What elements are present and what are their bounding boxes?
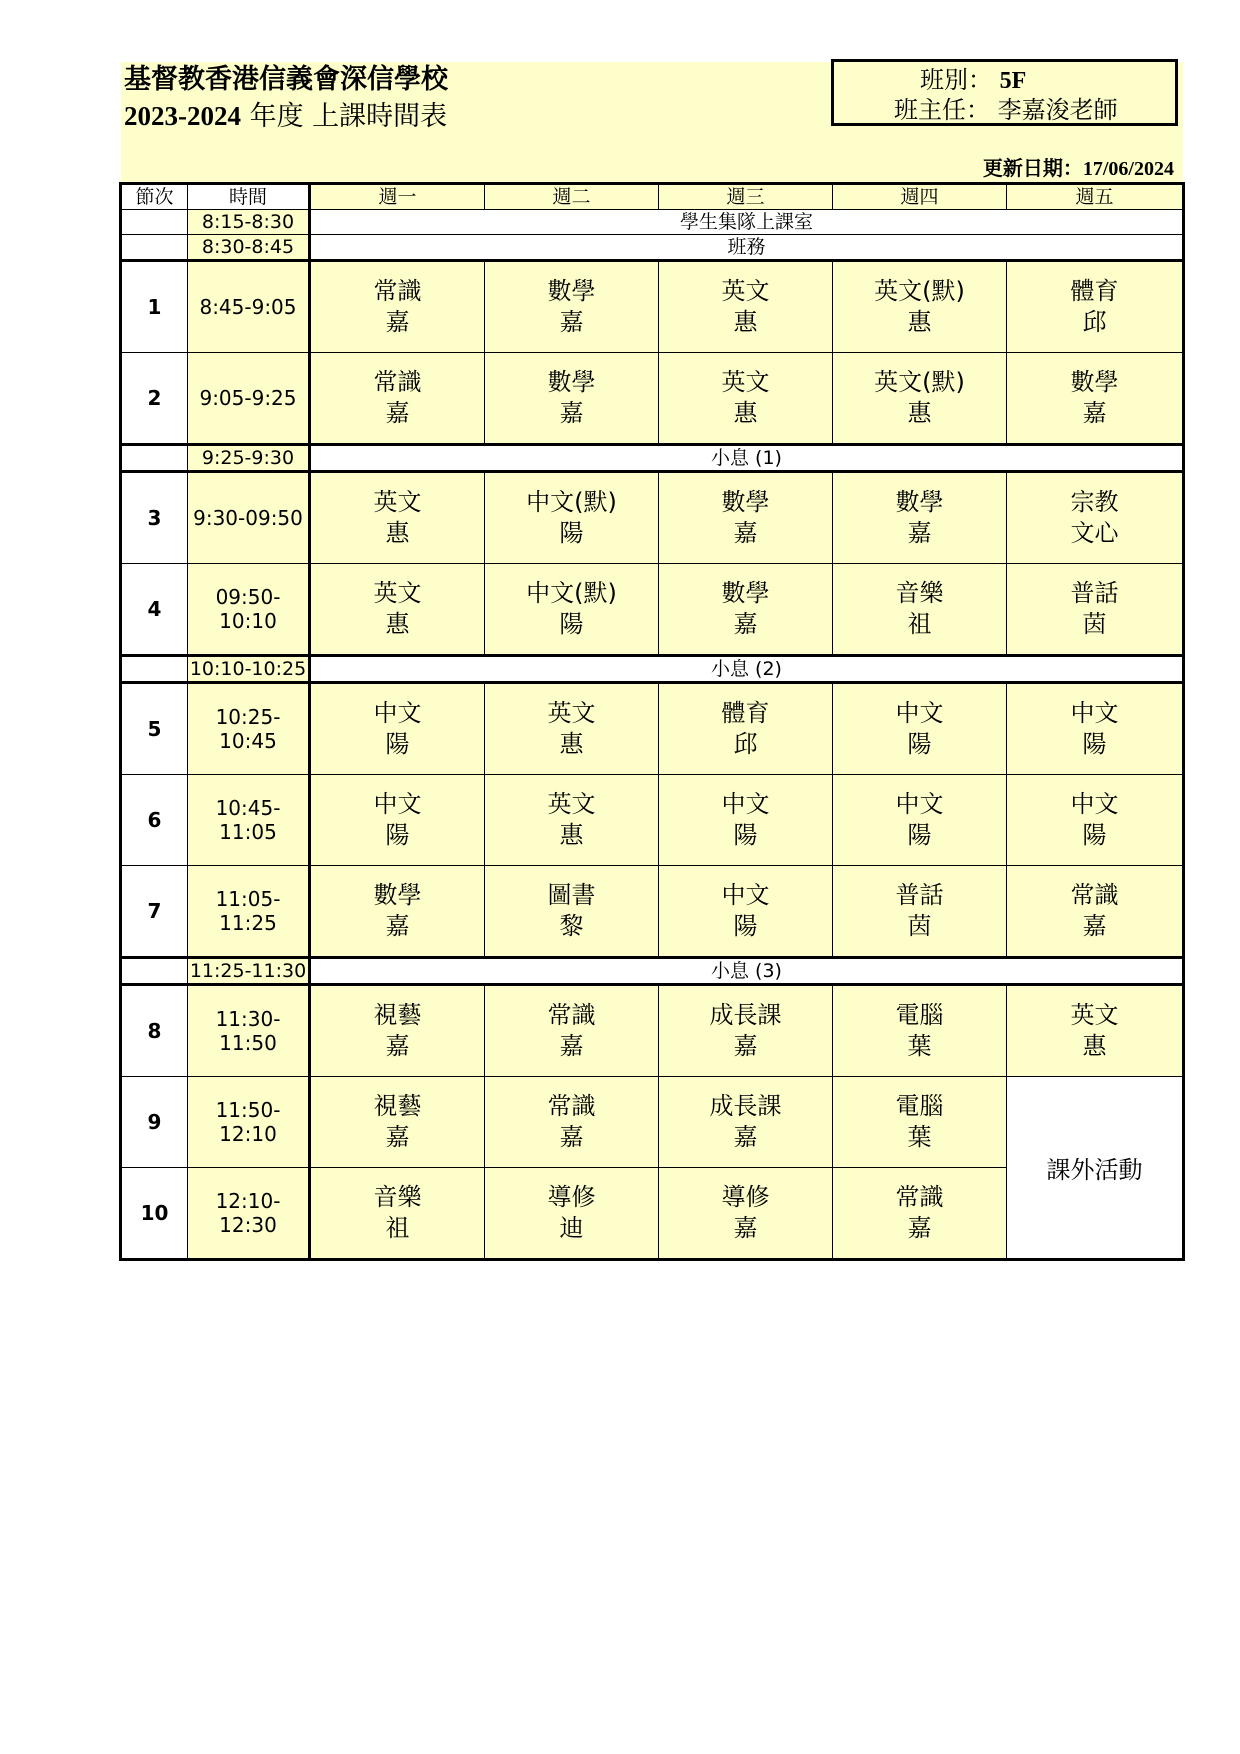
lesson-cell xyxy=(310,985,485,1077)
lesson-cell xyxy=(659,353,833,445)
teacher: 陽 xyxy=(559,610,584,638)
teacher: 陽 xyxy=(907,821,932,849)
teacher: 陽 xyxy=(559,519,584,547)
teacher: 嘉 xyxy=(733,610,758,638)
lesson-cell xyxy=(310,683,485,775)
column-header: 週四 xyxy=(833,184,1007,210)
time-slot: 9:30-09:50 xyxy=(188,472,310,564)
lesson-cell xyxy=(310,472,485,564)
assembly-row-label: 學生集隊上課室 xyxy=(310,210,1184,235)
lesson-cell xyxy=(485,353,659,445)
period-row xyxy=(121,353,1184,445)
subject: 中文(默) xyxy=(526,579,617,607)
period-row xyxy=(121,985,1184,1077)
time-slot: 9:25-9:30 xyxy=(188,445,310,472)
time-slot: 10:10-10:25 xyxy=(188,656,310,683)
period-number: 1 xyxy=(121,261,188,353)
lesson-cell xyxy=(833,1168,1007,1260)
lesson-cell xyxy=(659,775,833,866)
teacher: 惠 xyxy=(907,308,932,336)
lesson-cell xyxy=(659,261,833,353)
subject: 數學 xyxy=(1070,368,1119,396)
time-slot: 10:45-11:05 xyxy=(188,775,310,866)
class-info-box xyxy=(831,59,1178,126)
subject: 圖書 xyxy=(547,881,596,909)
teacher: 黎 xyxy=(559,912,584,940)
period-number: 9 xyxy=(121,1077,188,1168)
period-row xyxy=(121,775,1184,866)
teacher-value: 李嘉浚老師 xyxy=(997,96,1118,124)
period-number: 3 xyxy=(121,472,188,564)
teacher: 嘉 xyxy=(733,1214,758,1242)
time-slot: 9:05-9:25 xyxy=(188,353,310,445)
time-slot: 11:30-11:50 xyxy=(188,985,310,1077)
lesson-cell xyxy=(659,564,833,656)
teacher: 嘉 xyxy=(1082,912,1107,940)
lesson-cell xyxy=(310,564,485,656)
time-slot: 11:25-11:30 xyxy=(188,958,310,985)
subject: 普話 xyxy=(1070,579,1119,607)
subject: 中文 xyxy=(373,790,422,818)
period-number: 5 xyxy=(121,683,188,775)
teacher: 嘉 xyxy=(907,1214,932,1242)
lesson-cell xyxy=(485,1168,659,1260)
teacher: 惠 xyxy=(733,399,758,427)
subject: 電腦 xyxy=(895,1092,944,1120)
lesson-cell xyxy=(1007,261,1184,353)
subject: 常識 xyxy=(547,1001,596,1029)
subject: 英文(默) xyxy=(874,368,965,396)
lesson-cell xyxy=(310,775,485,866)
class-value: 5F xyxy=(999,68,1027,94)
extracurricular-cell: 課外活動 xyxy=(1007,1077,1184,1260)
updated-value: 17/06/2024 xyxy=(1082,158,1174,180)
teacher: 惠 xyxy=(907,399,932,427)
lesson-cell xyxy=(833,1077,1007,1168)
teacher: 惠 xyxy=(559,821,584,849)
subject: 音樂 xyxy=(895,579,944,607)
time-slot: 8:15-8:30 xyxy=(188,210,310,235)
subject: 中文 xyxy=(895,699,944,727)
subject: 常識 xyxy=(373,277,422,305)
period-number: 4 xyxy=(121,564,188,656)
period-number: 6 xyxy=(121,775,188,866)
teacher: 陽 xyxy=(733,912,758,940)
break-row xyxy=(121,958,1184,985)
lesson-cell xyxy=(310,353,485,445)
teacher: 嘉 xyxy=(559,1032,584,1060)
subject: 導修 xyxy=(547,1183,596,1211)
time-slot: 11:05-11:25 xyxy=(188,866,310,958)
time-slot: 12:10-12:30 xyxy=(188,1168,310,1260)
lesson-cell xyxy=(833,261,1007,353)
teacher: 祖 xyxy=(385,1214,410,1242)
lesson-cell xyxy=(485,775,659,866)
teacher: 葉 xyxy=(907,1032,932,1060)
subject: 宗教 xyxy=(1070,488,1119,516)
teacher: 嘉 xyxy=(385,1032,410,1060)
teacher: 嘉 xyxy=(733,519,758,547)
teacher-label: 班主任： xyxy=(894,96,990,124)
break-row-label: 小息 (3) xyxy=(310,958,1184,985)
teacher: 陽 xyxy=(385,730,410,758)
class-label: 班別： xyxy=(920,66,992,94)
subject: 中文 xyxy=(1070,790,1119,818)
lesson-cell xyxy=(659,1168,833,1260)
homeroom-row-label: 班務 xyxy=(310,235,1184,261)
lesson-cell xyxy=(659,472,833,564)
teacher: 陽 xyxy=(385,821,410,849)
teacher: 嘉 xyxy=(907,519,932,547)
subject: 英文 xyxy=(373,579,422,607)
period-row xyxy=(121,866,1184,958)
subject: 英文 xyxy=(547,699,596,727)
break-row-label: 小息 (2) xyxy=(310,656,1184,683)
teacher: 嘉 xyxy=(733,1123,758,1151)
subject: 英文 xyxy=(1070,1001,1119,1029)
period-row xyxy=(121,261,1184,353)
subject: 數學 xyxy=(721,488,770,516)
teacher: 陽 xyxy=(733,821,758,849)
column-header: 週五 xyxy=(1007,184,1184,210)
teacher: 惠 xyxy=(733,308,758,336)
lesson-cell xyxy=(659,985,833,1077)
subject: 英文 xyxy=(721,368,770,396)
teacher: 茵 xyxy=(1082,610,1107,638)
period-number xyxy=(121,958,188,985)
lesson-cell xyxy=(833,353,1007,445)
lesson-cell xyxy=(1007,985,1184,1077)
subject: 常識 xyxy=(547,1092,596,1120)
subject: 數學 xyxy=(721,579,770,607)
subject: 視藝 xyxy=(373,1092,422,1120)
column-header: 節次 xyxy=(121,184,188,210)
lesson-cell xyxy=(310,1077,485,1168)
period-number xyxy=(121,210,188,235)
lesson-cell xyxy=(485,1077,659,1168)
lesson-cell xyxy=(310,261,485,353)
lesson-cell xyxy=(485,866,659,958)
teacher-line xyxy=(894,95,1118,125)
subject: 體育 xyxy=(1070,277,1119,305)
teacher: 嘉 xyxy=(385,399,410,427)
academic-year: 2023-2024 xyxy=(124,101,241,131)
teacher: 嘉 xyxy=(733,1032,758,1060)
teacher: 惠 xyxy=(385,519,410,547)
subject: 音樂 xyxy=(373,1183,422,1211)
period-number: 2 xyxy=(121,353,188,445)
subject: 成長課 xyxy=(709,1001,782,1029)
column-header: 週二 xyxy=(485,184,659,210)
homeroom-row xyxy=(121,235,1184,261)
lesson-cell xyxy=(833,472,1007,564)
period-number xyxy=(121,656,188,683)
teacher: 惠 xyxy=(559,730,584,758)
time-slot: 8:30-8:45 xyxy=(188,235,310,261)
teacher: 文心 xyxy=(1070,519,1119,547)
teacher: 迪 xyxy=(559,1214,584,1242)
subject: 數學 xyxy=(373,881,422,909)
subject: 中文 xyxy=(721,881,770,909)
lesson-cell xyxy=(1007,866,1184,958)
school-name: 基督教香港信義會深信學校 xyxy=(124,64,448,95)
teacher: 惠 xyxy=(385,610,410,638)
lesson-cell xyxy=(833,564,1007,656)
period-number xyxy=(121,445,188,472)
lesson-cell xyxy=(485,985,659,1077)
teacher: 葉 xyxy=(907,1123,932,1151)
subject: 中文(默) xyxy=(526,488,617,516)
teacher: 嘉 xyxy=(385,912,410,940)
subject: 英文 xyxy=(721,277,770,305)
lesson-cell xyxy=(659,683,833,775)
subject: 常識 xyxy=(373,368,422,396)
subject: 常識 xyxy=(895,1183,944,1211)
title-text: 年度 上課時間表 xyxy=(241,101,448,132)
time-slot: 09:50-10:10 xyxy=(188,564,310,656)
lesson-cell xyxy=(1007,353,1184,445)
teacher: 祖 xyxy=(907,610,932,638)
time-slot: 10:25-10:45 xyxy=(188,683,310,775)
time-slot: 11:50-12:10 xyxy=(188,1077,310,1168)
updated-date xyxy=(983,155,1174,182)
subject: 數學 xyxy=(895,488,944,516)
subject: 英文 xyxy=(547,790,596,818)
period-row xyxy=(121,472,1184,564)
lesson-cell xyxy=(833,683,1007,775)
teacher: 嘉 xyxy=(559,1123,584,1151)
subject: 數學 xyxy=(547,277,596,305)
period-row xyxy=(121,1077,1184,1168)
teacher: 邱 xyxy=(733,730,758,758)
subject: 中文 xyxy=(373,699,422,727)
lesson-cell xyxy=(1007,775,1184,866)
lesson-cell xyxy=(659,866,833,958)
teacher: 嘉 xyxy=(559,308,584,336)
lesson-cell xyxy=(1007,683,1184,775)
subject: 中文 xyxy=(1070,699,1119,727)
lesson-cell xyxy=(833,866,1007,958)
teacher: 嘉 xyxy=(385,308,410,336)
subject: 數學 xyxy=(547,368,596,396)
period-number: 7 xyxy=(121,866,188,958)
timetable-title xyxy=(124,98,447,135)
period-row xyxy=(121,683,1184,775)
lesson-cell xyxy=(1007,472,1184,564)
assembly-row xyxy=(121,210,1184,235)
lesson-cell xyxy=(659,1077,833,1168)
teacher: 陽 xyxy=(907,730,932,758)
lesson-cell xyxy=(310,866,485,958)
teacher: 嘉 xyxy=(559,399,584,427)
break-row-label: 小息 (1) xyxy=(310,445,1184,472)
lesson-cell xyxy=(485,564,659,656)
break-row xyxy=(121,445,1184,472)
subject: 中文 xyxy=(721,790,770,818)
teacher: 邱 xyxy=(1082,308,1107,336)
period-number: 10 xyxy=(121,1168,188,1260)
subject: 體育 xyxy=(721,699,770,727)
column-header: 週一 xyxy=(310,184,485,210)
lesson-cell xyxy=(310,1168,485,1260)
column-header: 週三 xyxy=(659,184,833,210)
header-row xyxy=(121,184,1184,210)
period-row xyxy=(121,564,1184,656)
subject: 中文 xyxy=(895,790,944,818)
period-number: 8 xyxy=(121,985,188,1077)
updated-label: 更新日期： xyxy=(982,156,1083,180)
column-header: 時間 xyxy=(188,184,310,210)
teacher: 陽 xyxy=(1082,821,1107,849)
teacher: 陽 xyxy=(1082,730,1107,758)
subject: 英文 xyxy=(373,488,422,516)
time-slot: 8:45-9:05 xyxy=(188,261,310,353)
lesson-cell xyxy=(485,683,659,775)
lesson-cell xyxy=(485,261,659,353)
subject: 常識 xyxy=(1070,881,1119,909)
teacher: 惠 xyxy=(1082,1032,1107,1060)
subject: 導修 xyxy=(721,1183,770,1211)
subject: 英文(默) xyxy=(874,277,965,305)
break-row xyxy=(121,656,1184,683)
subject: 成長課 xyxy=(709,1092,782,1120)
lesson-cell xyxy=(1007,564,1184,656)
class-line xyxy=(920,65,1026,96)
timetable xyxy=(119,182,1185,1261)
teacher: 嘉 xyxy=(1082,399,1107,427)
period-number xyxy=(121,235,188,261)
lesson-cell xyxy=(833,985,1007,1077)
subject: 普話 xyxy=(895,881,944,909)
lesson-cell xyxy=(485,472,659,564)
subject: 電腦 xyxy=(895,1001,944,1029)
teacher: 嘉 xyxy=(385,1123,410,1151)
lesson-cell xyxy=(833,775,1007,866)
teacher: 茵 xyxy=(907,912,932,940)
subject: 視藝 xyxy=(373,1001,422,1029)
